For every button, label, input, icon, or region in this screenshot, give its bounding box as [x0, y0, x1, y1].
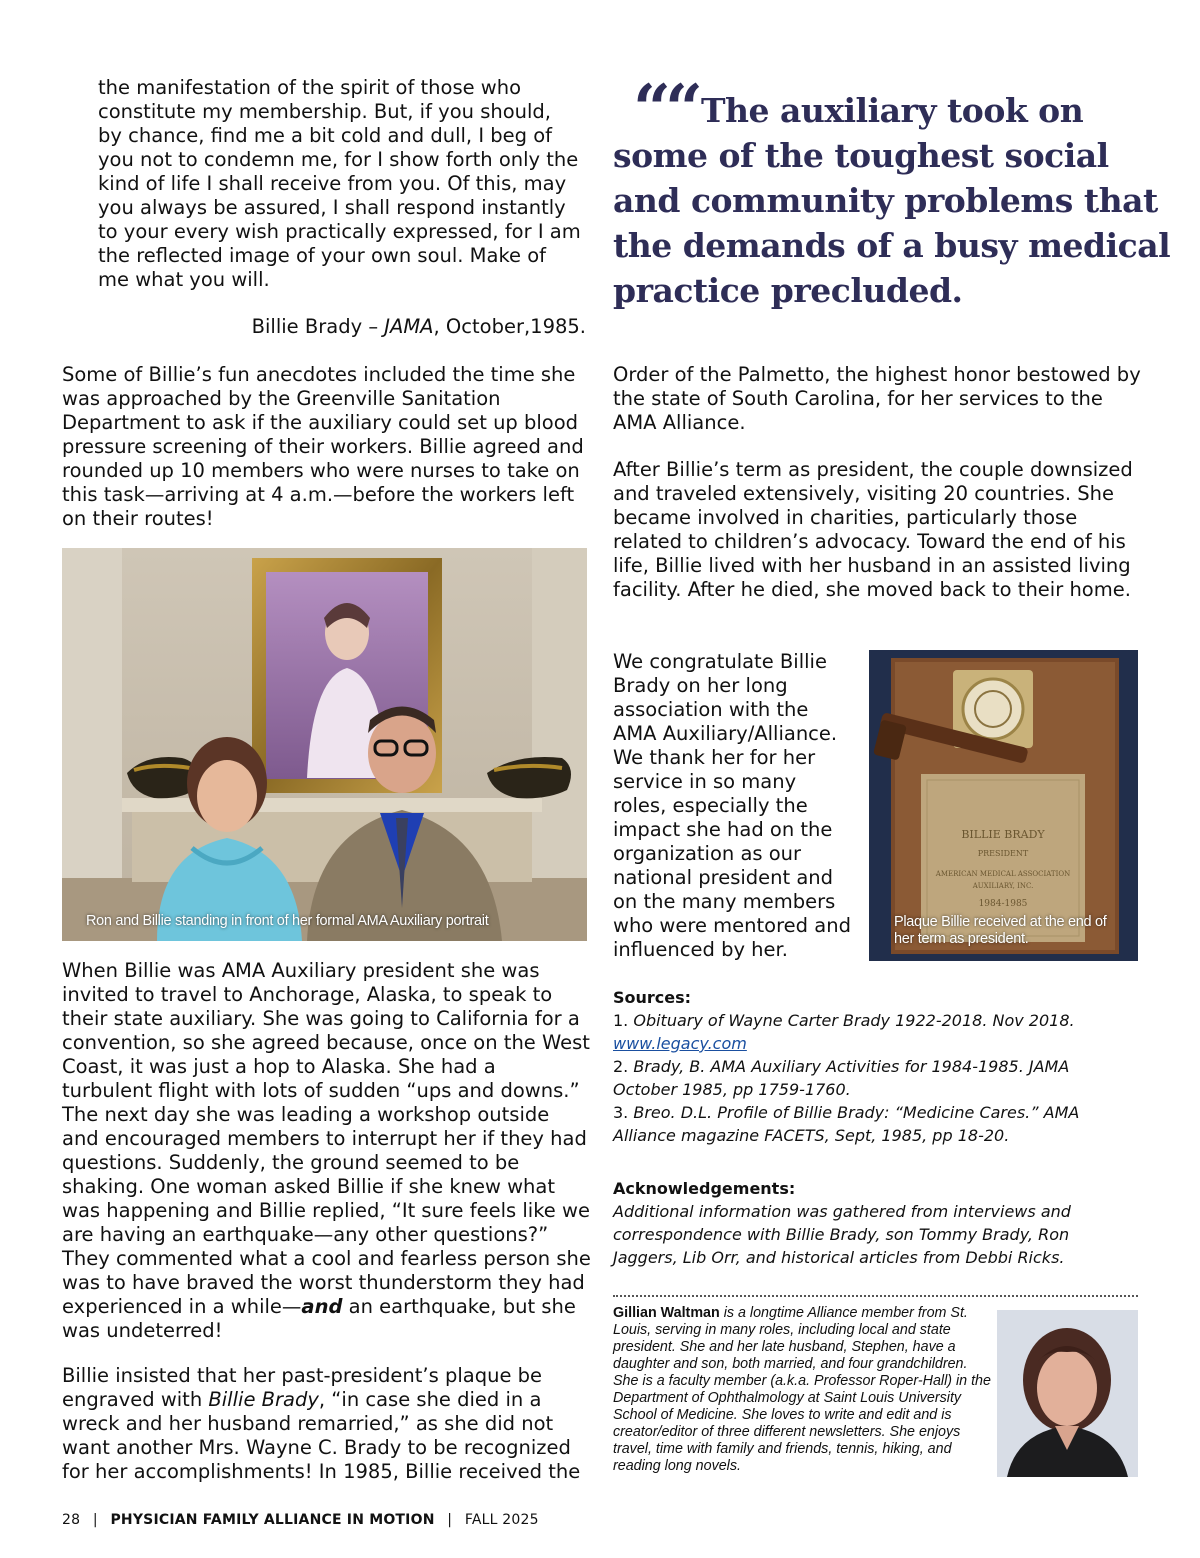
plaque-org: AMERICAN MEDICAL ASSOCIATION	[935, 870, 1071, 878]
source-item	[613, 1101, 1138, 1147]
quote-mark-icon: ““	[633, 70, 697, 148]
issue-label: FALL 2025	[464, 1512, 539, 1528]
page-footer	[62, 1512, 539, 1528]
plaque-years: 1984-1985	[978, 899, 1028, 909]
page-number: 28	[62, 1512, 81, 1528]
plaque-paragraph	[62, 1364, 592, 1484]
anecdote-paragraph: Some of Billie’s fun anecdotes included the time she was approached by the Greenville Sanitation Department to ask if the auxiliary could set up blood pressure screening of their workers. Billie agreed and rounded up 10 members who were nurses to take on this task—arriving at 4 a.m.—before the workers left on their routes!	[62, 363, 584, 530]
poem-line: constitute my membership. But, if you should,	[98, 100, 551, 123]
source-text: Obituary of Wayne Carter Brady 1922-2018. Nov 2018.	[633, 1011, 1075, 1030]
poem-line: you not to condemn me, for I show forth only the	[98, 148, 579, 171]
alaska-text-b: an earthquake, but she was undeterred!	[62, 1295, 576, 1342]
poem-attribution	[98, 315, 586, 338]
palmetto-paragraph: Order of the Palmetto, the highest honor bestowed by the state of South Carolina, for her services to the AMA Alliance.	[613, 363, 1141, 434]
acknowledgements-text: Additional information was gathered from interviews and correspondence with Billie Brady, son Tommy Brady, Ron Jaggers, Lib Orr, and historical articles from Debbi Ricks.	[613, 1202, 1071, 1267]
attribution-source: JAMA	[384, 315, 434, 338]
plaque-text-a: Billie insisted that her past-president’s plaque be engraved with	[62, 1364, 543, 1411]
author-bio-text: is a longtime Alliance member from St. Louis, serving in many roles, including local and state president. She and her late husband, Stephen, have a daughter and son, both married, and four grandchildren. She is a faculty member (a.k.a. Professor Roper-Hall) in the Department of Ophthalmology at Saint Louis University School of Medicine. She loves to write and edit and is creator/editor of three different newsletters. She enjoys travel, time with family and friends, tennis, hiking, and reading long novels.	[613, 1305, 991, 1474]
sources-section	[613, 986, 1138, 1147]
footer-separator: |	[92, 1512, 98, 1528]
plaque-name: BILLIE BRADY	[961, 828, 1045, 841]
author-bio	[613, 1305, 991, 1475]
alaska-paragraph	[62, 959, 592, 1343]
divider	[613, 1295, 1138, 1297]
poem-line: the manifestation of the spirit of those who	[98, 76, 522, 99]
source-link[interactable]: www.legacy.com	[613, 1034, 747, 1053]
plaque-title: PRESIDENT	[977, 849, 1029, 858]
poem-line: me what you will.	[98, 268, 270, 291]
acknowledgements-section	[613, 1177, 1138, 1269]
portrait-photo-illustration	[62, 548, 587, 941]
poem-line: to your every wish practically expressed, for I am	[98, 220, 581, 243]
poem-excerpt	[98, 76, 593, 292]
source-number: 3.	[613, 1103, 634, 1122]
source-number: 1.	[613, 1011, 634, 1030]
poem-line: by chance, find me a bit cold and dull, I beg of	[98, 124, 553, 147]
source-item	[613, 1009, 1138, 1055]
footer-separator: |	[447, 1512, 453, 1528]
sources-heading: Sources:	[613, 988, 692, 1007]
author-headshot-illustration	[997, 1310, 1138, 1477]
portrait-photo-caption: Ron and Billie standing in front of her formal AMA Auxiliary portrait	[86, 913, 489, 929]
alaska-emphasis: and	[301, 1295, 343, 1318]
plaque-photo	[869, 650, 1138, 961]
attribution-name: Billie Brady –	[251, 315, 385, 338]
pull-quote-text: The auxiliary took on some of the toughest social and community problems that the demands of a busy medical practice precluded.	[613, 91, 1171, 310]
acknowledgements-heading: Acknowledgements:	[613, 1179, 796, 1198]
plaque-photo-caption: Plaque Billie received at the end of her term as president.	[894, 914, 1107, 947]
congratulations-paragraph: We congratulate Billie Brady on her long association with the AMA Auxiliary/Alliance. We thank her for her service in so many roles, especially the impact she had on the organization as our national president and on the many members who were mentored and influenced by her.	[613, 650, 851, 961]
source-item	[613, 1055, 1138, 1101]
poem-line: you always be assured, I shall respond instantly	[98, 196, 566, 219]
author-name: Gillian Waltman	[613, 1305, 720, 1321]
poem-line: kind of life I shall receive from you. Of this, may	[98, 172, 567, 195]
source-text: Brady, B. AMA Auxiliary Activities for 1984-1985. JAMA October 1985, pp 1759-1760.	[613, 1057, 1070, 1099]
plaque-org2: AUXILIARY, INC.	[972, 882, 1034, 890]
attribution-date: , October,1985.	[433, 315, 586, 338]
alaska-text-a: When Billie was AMA Auxiliary president she was invited to travel to Anchorage, Alaska, to speak to their state auxiliary. She was going to California for a convention, so she agreed because, once on the West Coast, it was just a hop to Alaska. She had a turbulent flight with lots of sudden “ups and downs.” The next day she was leading a workshop outside and encouraged members to interrupt her if they had questions. Suddenly, the ground seemed to be shaking. One woman asked Billie if she knew what was happening and Billie replied, “It sure feels like we are having an earthquake—any other questions?” They commented what a cool and fearless person she was to have braved the worst thunderstorm they had experienced in a while—	[62, 959, 591, 1318]
source-number: 2.	[613, 1057, 634, 1076]
publication-name: PHYSICIAN FAMILY ALLIANCE IN MOTION	[110, 1512, 435, 1528]
travel-paragraph: After Billie’s term as president, the couple downsized and traveled extensively, visiting 20 countries. She became involved in charities, particularly those related to children’s advocacy. Toward the end of his life, Billie lived with her husband in an assisted living facility. After he died, she moved back to their home.	[613, 458, 1133, 601]
author-headshot	[997, 1310, 1138, 1477]
source-text: Breo. D.L. Profile of Billie Brady: “Medicine Cares.” AMA Alliance magazine FACETS, Sept, 1985, pp 18-20.	[613, 1103, 1080, 1145]
pull-quote	[613, 70, 1173, 313]
plaque-text-b: , “in case she died in a wreck and her husband remarried,” as she did not want another Mrs. Wayne C. Brady to be recognized for her accomplishments! In 1985, Billie received the	[62, 1388, 581, 1483]
portrait-photo	[62, 548, 587, 941]
plaque-emphasis: Billie Brady	[208, 1388, 319, 1411]
poem-line: the reflected image of your own soul. Make of	[98, 244, 547, 267]
